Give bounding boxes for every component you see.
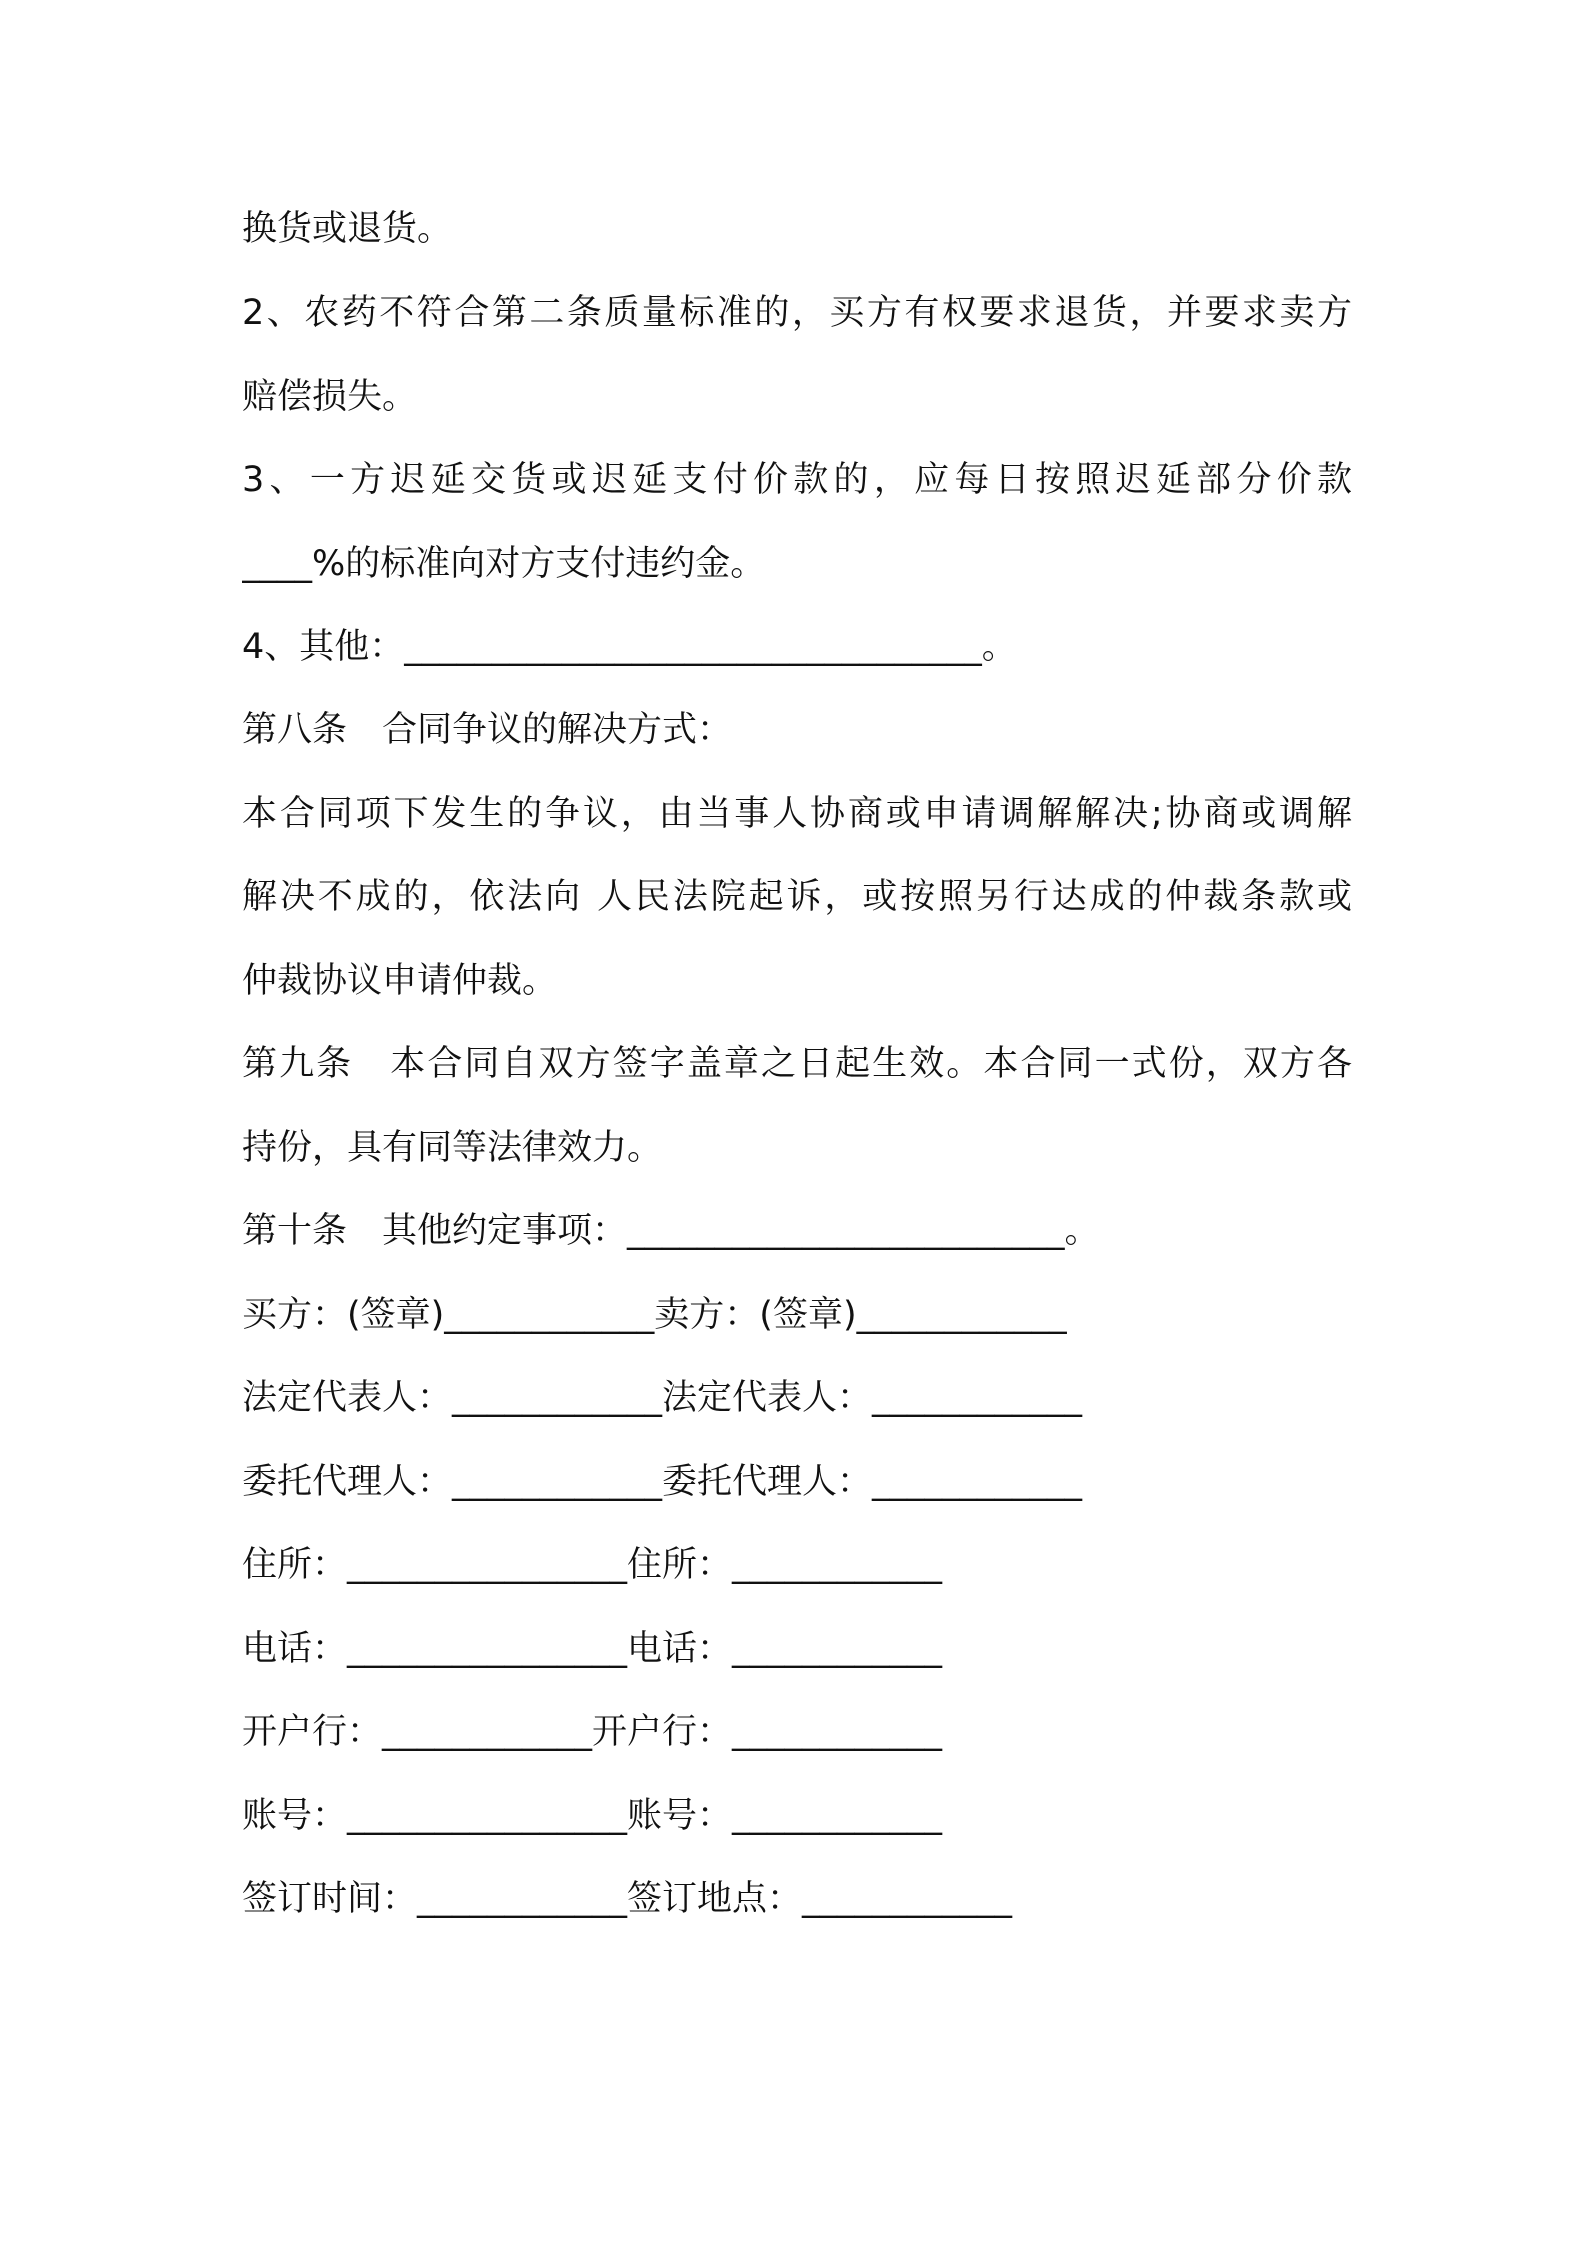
signature-date-place: 签订时间：____________签订地点：____________ [242, 1879, 1013, 1919]
text-line-1: 换货或退货。 [242, 209, 453, 249]
text-line-5: ____%的标准向对方支付违约金。 [242, 544, 766, 584]
text-line-4: 3、一方迟延交货或迟延支付价款的，应每日按照迟延部分价款 [242, 460, 1352, 500]
text-line-6: 4、其他：_________________________________。 [242, 627, 1017, 667]
signature-address: 住所：________________住所：____________ [242, 1545, 943, 1585]
text-line-3: 赔偿损失。 [242, 377, 418, 417]
signature-legal-rep: 法定代表人：____________法定代表人：____________ [242, 1378, 1083, 1418]
signature-bank: 开户行：____________开户行：____________ [242, 1712, 943, 1752]
signature-agent: 委托代理人：____________委托代理人：____________ [242, 1462, 1083, 1502]
text-line-10: 仲裁协议申请仲裁。 [242, 961, 558, 1001]
article-9-line: 第九条 本合同自双方签字盖章之日起生效。本合同一式份，双方各 [242, 1044, 1352, 1084]
signature-account: 账号：________________账号：____________ [242, 1796, 943, 1836]
text-line-8: 本合同项下发生的争议，由当事人协商或申请调解解决;协商或调解 [242, 794, 1352, 834]
article-8-heading: 第八条 合同争议的解决方式： [242, 710, 733, 750]
article-10-line: 第十条 其他约定事项：_________________________。 [242, 1211, 1100, 1251]
text-line-12: 持份，具有同等法律效力。 [242, 1128, 663, 1168]
signature-phone: 电话：________________电话：____________ [242, 1629, 943, 1669]
text-line-2: 2、农药不符合第二条质量标准的，买方有权要求退货，并要求卖方 [242, 293, 1352, 333]
signature-buyer-seller: 买方：(签章)____________卖方：(签章)____________ [242, 1295, 1067, 1335]
text-line-9: 解决不成的，依法向 人民法院起诉，或按照另行达成的仲裁条款或 [242, 877, 1352, 917]
